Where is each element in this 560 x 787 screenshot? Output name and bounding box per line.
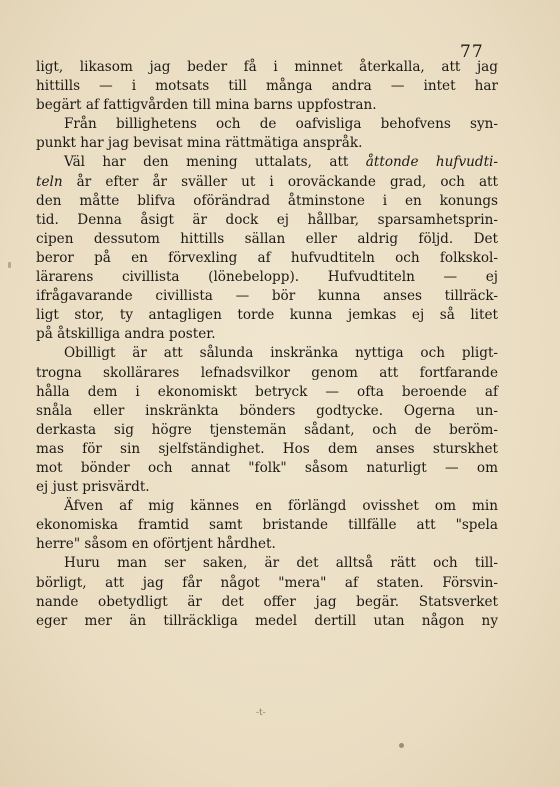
text-line-content: mas för sin sjelfständighet. Hos dem anses sturskhet	[36, 440, 498, 457]
text-line	[36, 574, 498, 593]
text-line-content: ligt, likasom jag beder få i minnet återkalla, att jag	[36, 59, 498, 75]
text-line	[36, 192, 498, 211]
body-text	[36, 58, 498, 631]
text-line	[36, 440, 498, 459]
italic-phrase: åttonde hufvudti-	[365, 154, 498, 171]
text-line-content: tid. Denna åsigt är dock ej hållbar, sparsamhetsprin-	[36, 211, 498, 228]
text-line-content: derkasta sig högre tjenstemän sådant, och de beröm-	[36, 421, 498, 438]
text-line-content: Väl har den mening uttalats, att	[64, 154, 366, 171]
text-line	[36, 58, 498, 77]
text-line-content: Från billighetens och de oafvisliga behofvens syn-	[64, 116, 498, 133]
text-line	[36, 173, 498, 192]
text-line-content: ifrågavarande civillista — bör kunna anses tillräck-	[36, 288, 498, 305]
footer-mark: -t-	[256, 708, 266, 718]
text-line	[36, 115, 498, 134]
text-line-content: Obilligt är att sålunda inskränka nyttiga och pligt-	[64, 345, 498, 362]
text-line-content: ekonomiska framtid samt bristande tillfälle att "spela	[36, 517, 498, 534]
text-line-content: Huru man ser saken, är det alltså rätt och till-	[64, 555, 498, 572]
text-line	[36, 344, 498, 363]
text-line	[36, 268, 498, 287]
page-number: 77	[460, 42, 484, 62]
text-line	[36, 249, 498, 268]
text-line-content: ej just prisvärdt.	[36, 479, 150, 496]
text-line	[36, 134, 498, 153]
text-line	[36, 96, 498, 115]
text-line-content: punkt har jag bevisat mina rättmätiga anspråk.	[36, 135, 363, 152]
text-line-content: ligt stor, ty antagligen torde kunna jemkas ej så litet	[36, 307, 498, 324]
text-line	[36, 459, 498, 478]
text-line	[36, 402, 498, 421]
italic-phrase: teln	[36, 173, 63, 190]
text-line-content: hittills — i motsats till många andra — intet har	[36, 78, 498, 95]
text-line-content: på åtskilliga andra poster.	[36, 326, 216, 343]
text-line	[36, 478, 498, 497]
text-line-content: Äfven af mig kännes en förlängd ovisshet om min	[64, 498, 498, 515]
text-line	[36, 383, 498, 402]
text-line-content: begärt af fattigvården till mina barns uppfostran.	[36, 97, 377, 114]
text-line	[36, 421, 498, 440]
text-line	[36, 593, 498, 612]
text-line	[36, 364, 498, 383]
text-line-content: herre" såsom en oförtjent hårdhet.	[36, 536, 276, 553]
text-line-content: beror på en förvexling af hufvudtiteln och folkskol-	[36, 249, 498, 266]
footer-dot	[399, 743, 404, 748]
text-line-content: cipen dessutom hittills sällan eller aldrig följd. Det	[36, 230, 498, 247]
text-line	[36, 497, 498, 516]
text-line	[36, 554, 498, 573]
text-line	[36, 516, 498, 535]
text-line	[36, 153, 498, 172]
text-line-content: år efter år sväller ut i oroväckande grad, och att	[62, 173, 498, 190]
text-line	[36, 306, 498, 325]
text-line	[36, 535, 498, 554]
text-line-content: hålla dem i ekonomiskt betryck — ofta beroende af	[36, 383, 498, 400]
text-line	[36, 287, 498, 306]
text-line-content: trogna skollärares lefnadsvilkor genom att fortfarande	[36, 364, 498, 381]
text-line	[36, 612, 498, 631]
text-line	[36, 77, 498, 96]
text-line-content: den måtte blifva oförändrad åtminstone i en konungs	[36, 192, 498, 209]
text-line-content: eger mer än tillräckliga medel dertill utan någon ny	[36, 612, 498, 629]
text-line-content: lärarens civillista (lönebelopp). Hufvudtiteln — ej	[36, 269, 498, 286]
text-line	[36, 211, 498, 230]
text-line-content: snåla eller inskränkta bönders godtycke. Ogerna un-	[36, 402, 498, 419]
margin-mark	[8, 262, 11, 268]
text-line	[36, 230, 498, 249]
text-line-content: nande obetydligt är det offer jag begär. Statsverket	[36, 593, 498, 610]
text-line-content: mot bönder och annat "folk" såsom naturligt — om	[36, 459, 498, 476]
text-line	[36, 325, 498, 344]
text-line-content: börligt, att jag får något "mera" af staten. Försvin-	[36, 574, 498, 591]
